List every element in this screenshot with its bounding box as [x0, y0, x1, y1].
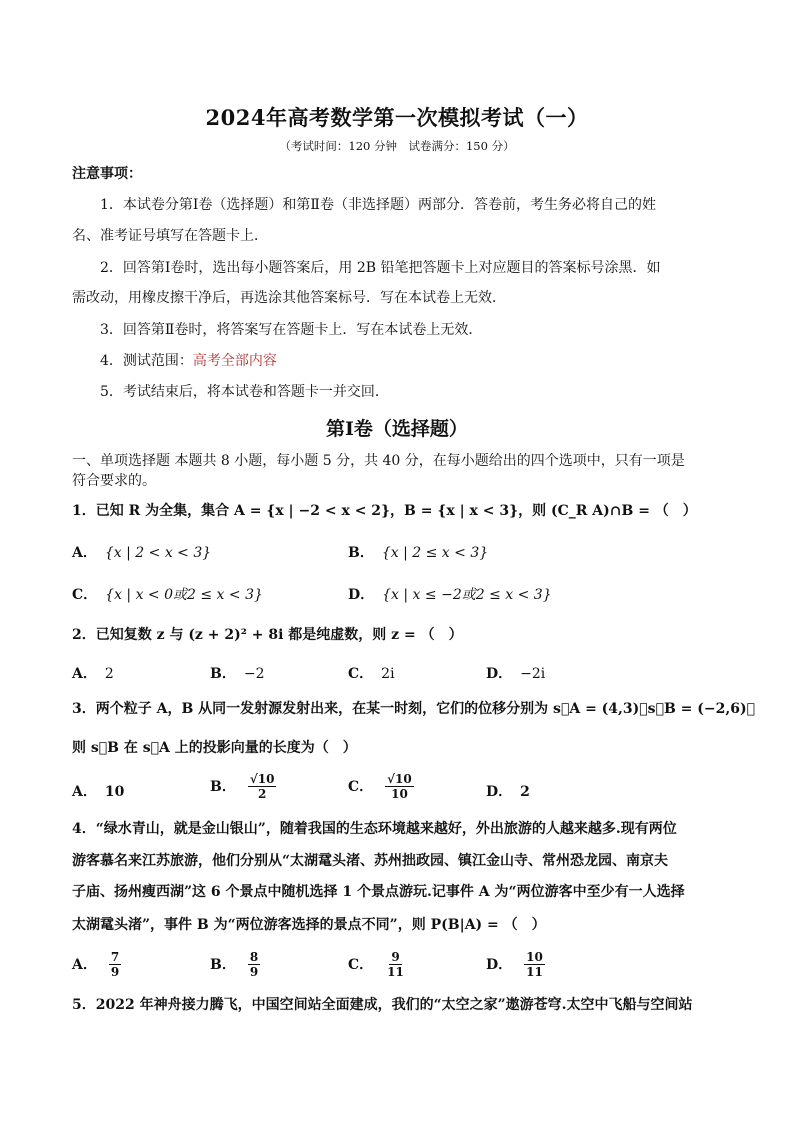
notice-item-5: 5．考试结束后，将本试卷和答题卡一并交回． — [100, 384, 389, 400]
q3-option-b: B． $\frac{√10}{2}$ — [210, 772, 275, 801]
q2-option-a: A． 2 — [72, 666, 114, 682]
q1-option-c: C． {x | x < 0或2 ≤ x < 3} — [72, 587, 263, 603]
notice-item-1-cont: 名、准考证号填写在答题卡上． — [72, 228, 268, 244]
question-2-stem: 2．已知复数 z 与 (z + 2)² + 8i 都是纯虚数，则 z = （ ） — [72, 627, 463, 643]
notice-item-4 — [100, 351, 750, 371]
question-3-stem: 3．两个粒子 A，B 从同一发射源发射出来，在某一时刻，它们的位移分别为 s⃗A = (4,3)，s⃗B = (−2,6)， — [72, 701, 756, 717]
exam-subtitle: （考试时间：120 分钟 试卷满分：150 分） — [279, 139, 515, 153]
q3-option-a: A． 10 — [72, 784, 125, 800]
question-4-line-1: 4．“绿水青山，就是金山银山”，随着我国的生态环境越来越好，外出旅游的人越来越多.现有两位 — [72, 821, 677, 837]
notice-heading: 注意事项： — [72, 166, 142, 182]
question-4-line-3: 子庙、扬州瘦西湖”这 6 个景点中随机选择 1 个景点游玩.记事件 A 为“两位游客中至少有一人选择 — [72, 884, 685, 900]
section-intro-cont: 符合要求的。 — [72, 473, 156, 489]
question-3-stem-cont: 则 s⃗B 在 s⃗A 上的投影向量的长度为（ ） — [72, 740, 357, 756]
question-1-stem: 1．已知 R 为全集，集合 A = {x | −2 < x < 2}，B = {x | x < 3}，则 (C_R A)∩B = （ ） — [72, 503, 697, 519]
notice-item-2-cont: 需改动，用橡皮擦干净后，再选涂其他答案标号．写在本试卷上无效． — [72, 290, 506, 306]
q2-option-b: B． −2 — [210, 666, 265, 682]
q4-option-a: A． $\frac{7}{9}$ — [72, 950, 120, 979]
q4-option-b: B． $\frac{8}{9}$ — [210, 950, 259, 979]
q3-option-d: D． 2 — [486, 784, 530, 800]
q1-option-d: D． {x | x ≤ −2或2 ≤ x < 3} — [348, 587, 552, 603]
question-4-line-4: 太湖鼋头渚”，事件 B 为“两位游客选择的景点不同”，则 P(B|A) = （ ） — [72, 917, 546, 933]
notice-item-1: 1．本试卷分第Ⅰ卷（选择题）和第Ⅱ卷（非选择题）两部分．答卷前，考生务必将自己的姓 — [100, 197, 656, 213]
notice-item-4-scope: 高考全部内容 — [192, 353, 277, 369]
question-5-line-1: 5．2022 年神舟接力腾飞，中国空间站全面建成，我们的“太空之家”遨游苍穹.太空中飞船与空间站 — [72, 997, 693, 1013]
page-title: 2024年高考数学第一次模拟考试（一） — [205, 105, 589, 130]
q4-option-c: C． $\frac{9}{11}$ — [348, 950, 404, 979]
notice-item-4-prefix: 4．测试范围： — [100, 353, 193, 369]
q2-option-c: C． 2i — [348, 666, 395, 682]
q2-option-d: D． −2i — [486, 666, 546, 682]
q4-option-d: D． $\frac{10}{11}$ — [486, 950, 543, 979]
q1-option-b: B． {x | 2 ≤ x < 3} — [348, 545, 489, 561]
q1-option-a: A． {x | 2 < x < 3} — [72, 545, 212, 561]
q3-option-c: C． $\frac{√10}{10}$ — [348, 772, 412, 801]
section-title: 第Ⅰ卷（选择题） — [326, 418, 468, 440]
question-4-line-2: 游客慕名来江苏旅游，他们分别从“太湖鼋头渚、苏州拙政园、镇江金山寺、常州恐龙园、南京夫 — [72, 853, 669, 869]
section-intro: 一、单项选择题 本题共 8 小题，每小题 5 分，共 40 分，在每小题给出的四个选项中，只有一项是 — [72, 453, 685, 469]
notice-item-2: 2．回答第Ⅰ卷时，选出每小题答案后，用 2B 铅笔把答题卡上对应题目的答案标号涂黑．如 — [100, 260, 661, 276]
notice-item-3: 3．回答第Ⅱ卷时，将答案写在答题卡上．写在本试卷上无效． — [100, 322, 483, 338]
